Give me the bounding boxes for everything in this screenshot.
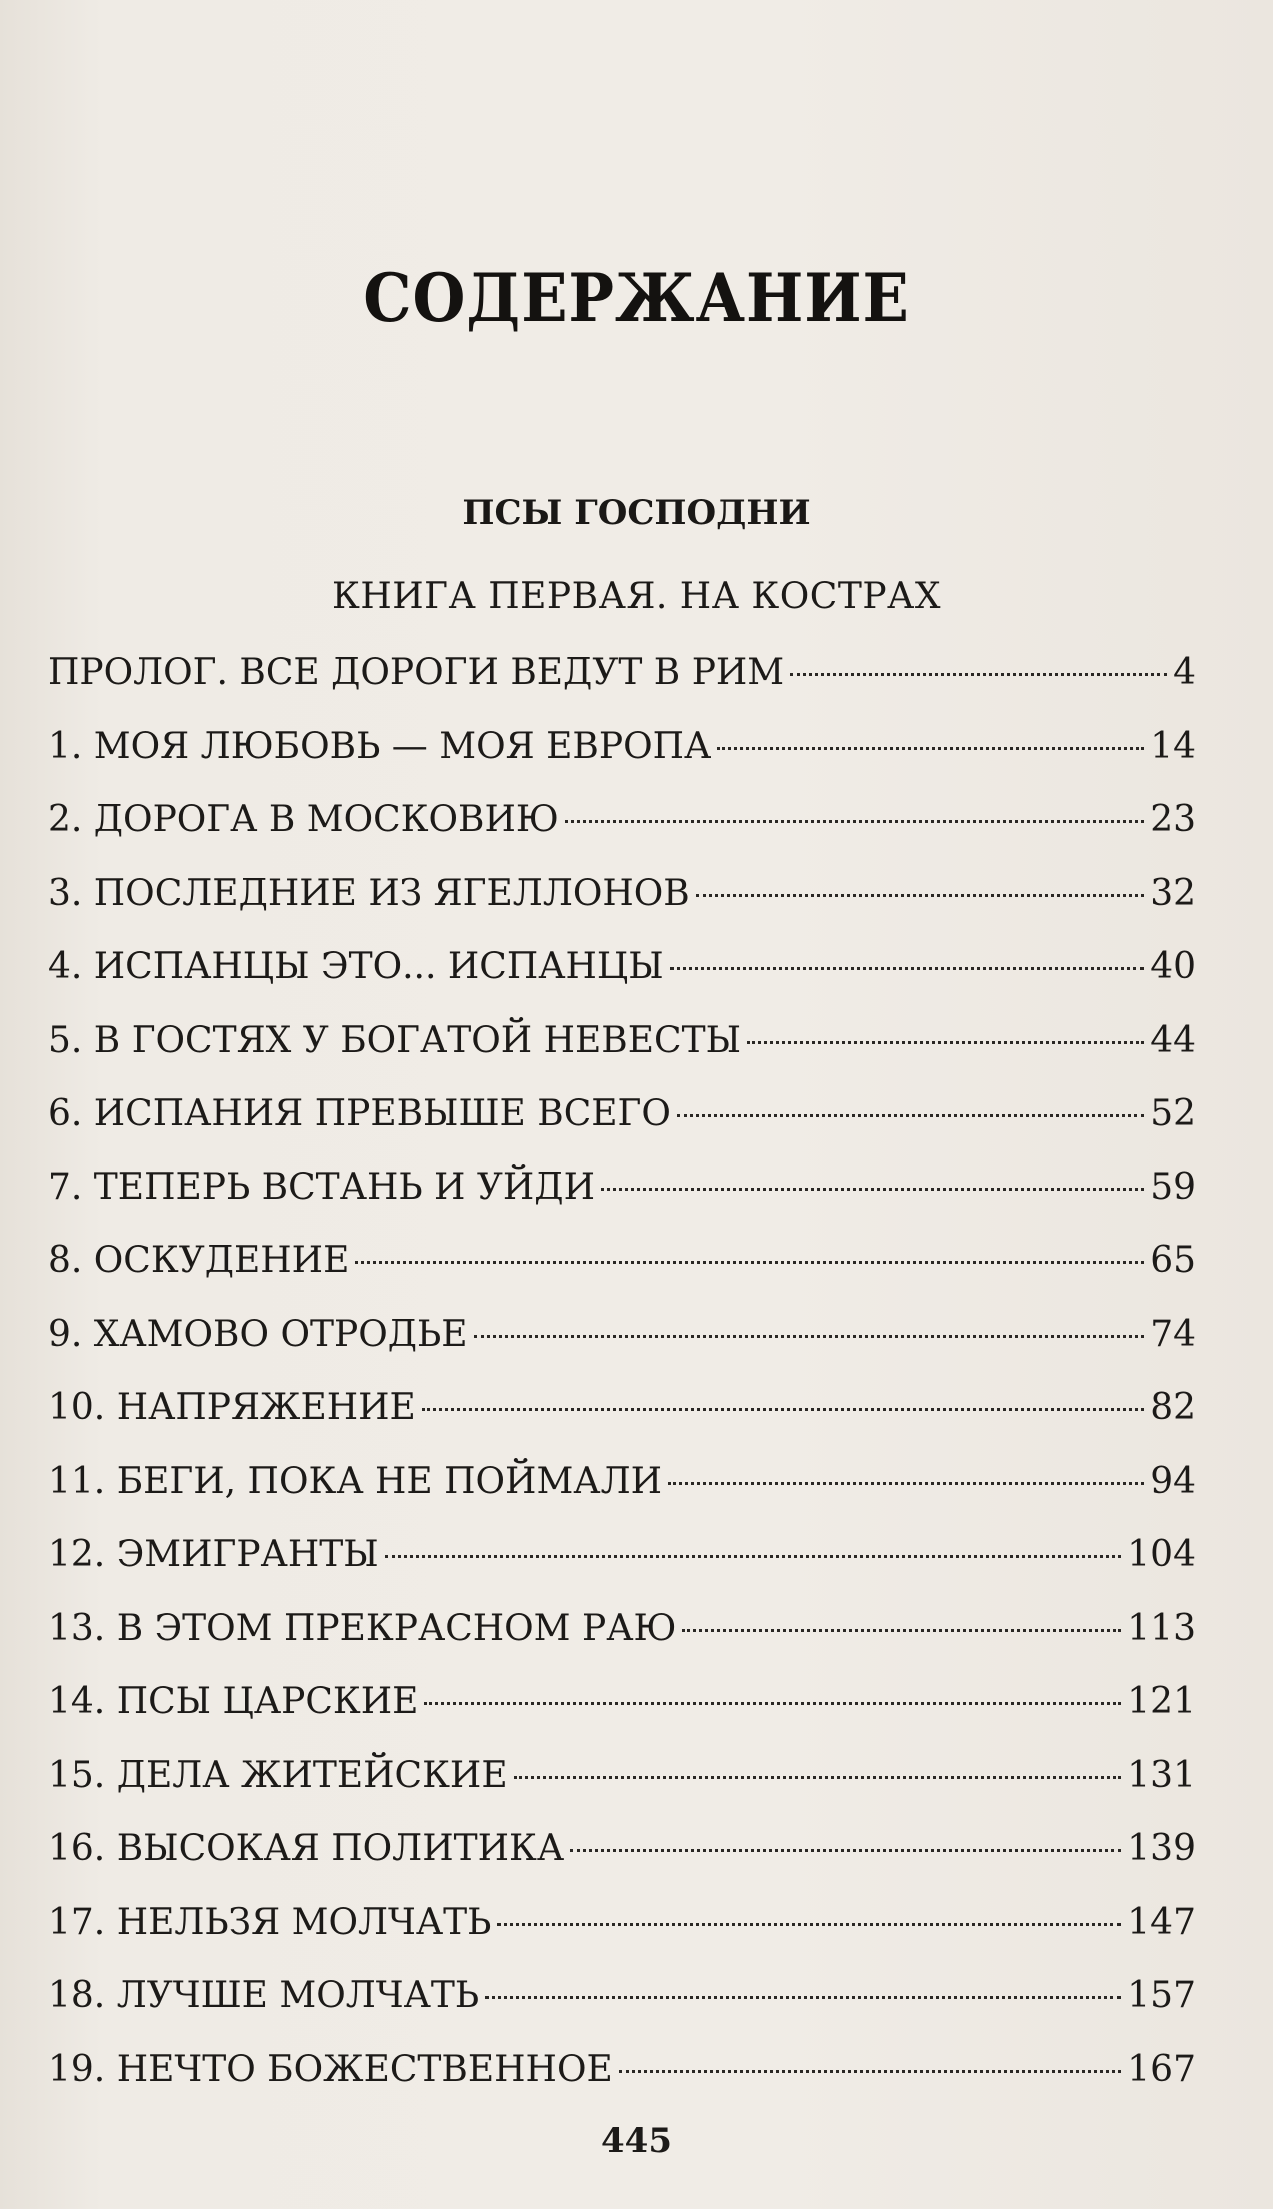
toc-leader-dots bbox=[424, 1702, 1121, 1705]
toc-entry bbox=[48, 1236, 1196, 1310]
toc-entry-title: 2. ДОРОГА В МОСКОВИЮ bbox=[48, 799, 559, 840]
toc-entry-page: 14 bbox=[1150, 725, 1196, 767]
toc-entry bbox=[48, 722, 1196, 796]
toc-leader-dots bbox=[355, 1261, 1144, 1264]
part-title: ПСЫ ГОСПОДНИ bbox=[462, 493, 811, 533]
toc-leader-dots bbox=[619, 2070, 1122, 2073]
contents-heading: СОДЕРЖАНИЕ bbox=[363, 259, 910, 337]
page-number: 445 bbox=[601, 2121, 672, 2161]
toc-entry-title: 19. НЕЧТО БОЖЕСТВЕННОЕ bbox=[48, 2048, 613, 2090]
toc-entry-title: 11. БЕГИ, ПОКА НЕ ПОЙМАЛИ bbox=[48, 1460, 663, 1502]
toc-leader-dots bbox=[570, 1849, 1121, 1852]
toc-leader-dots bbox=[677, 1114, 1144, 1117]
toc-leader-dots bbox=[790, 673, 1167, 676]
toc-entry-title: 13. В ЭТОМ ПРЕКРАСНОМ РАЮ bbox=[48, 1607, 677, 1649]
toc-entry-page: 147 bbox=[1127, 1901, 1196, 1943]
toc-entry-title: 8. ОСКУДЕНИЕ bbox=[48, 1240, 350, 1281]
toc-entry-page: 139 bbox=[1127, 1828, 1196, 1869]
toc-entry-page: 131 bbox=[1127, 1754, 1196, 1796]
toc-entry-page: 59 bbox=[1150, 1166, 1196, 1208]
table-of-contents bbox=[48, 648, 1196, 2118]
toc-entry-title: 15. ДЕЛА ЖИТЕЙСКИЕ bbox=[48, 1754, 508, 1796]
toc-entry-page: 32 bbox=[1150, 872, 1196, 914]
toc-entry-page: 52 bbox=[1150, 1093, 1196, 1134]
toc-leader-dots bbox=[422, 1408, 1144, 1411]
toc-leader-dots bbox=[485, 1996, 1121, 1999]
toc-entry-page: 82 bbox=[1150, 1387, 1196, 1428]
toc-leader-dots bbox=[682, 1629, 1121, 1632]
toc-entry bbox=[48, 1751, 1196, 1825]
toc-entry-title: 1. МОЯ ЛЮБОВЬ — МОЯ ЕВРОПА bbox=[48, 725, 712, 767]
toc-leader-dots bbox=[670, 967, 1144, 970]
toc-entry-page: 65 bbox=[1150, 1240, 1196, 1281]
toc-entry-page: 167 bbox=[1127, 2048, 1196, 2090]
toc-leader-dots bbox=[385, 1555, 1122, 1558]
book-title: КНИГА ПЕРВАЯ. НА КОСТРАХ bbox=[332, 576, 941, 617]
toc-leader-dots bbox=[668, 1482, 1144, 1485]
toc-entry bbox=[48, 1898, 1196, 1972]
toc-entry-title: 18. ЛУЧШЕ МОЛЧАТЬ bbox=[48, 1975, 480, 2016]
toc-leader-dots bbox=[497, 1923, 1121, 1926]
toc-entry-page: 94 bbox=[1150, 1460, 1196, 1502]
toc-entry-title: 6. ИСПАНИЯ ПРЕВЫШЕ ВСЕГО bbox=[48, 1093, 671, 1134]
toc-leader-dots bbox=[565, 820, 1144, 823]
toc-entry bbox=[48, 1310, 1196, 1384]
toc-entry-title: 5. В ГОСТЯХ У БОГАТОЙ НЕВЕСТЫ bbox=[48, 1019, 742, 1061]
toc-leader-dots bbox=[474, 1335, 1145, 1338]
toc-entry bbox=[48, 869, 1196, 943]
toc-entry bbox=[48, 1677, 1196, 1751]
toc-entry-page: 74 bbox=[1150, 1313, 1196, 1355]
toc-entry bbox=[48, 1530, 1196, 1604]
toc-entry-page: 157 bbox=[1127, 1975, 1196, 2016]
toc-leader-dots bbox=[601, 1188, 1144, 1191]
toc-entry bbox=[48, 1971, 1196, 2045]
toc-entry-title: 4. ИСПАНЦЫ ЭТО... ИСПАНЦЫ bbox=[48, 946, 664, 987]
toc-entry-page: 121 bbox=[1127, 1681, 1196, 1722]
toc-entry bbox=[48, 795, 1196, 869]
toc-entry-title: 14. ПСЫ ЦАРСКИЕ bbox=[48, 1681, 419, 1722]
toc-entry bbox=[48, 1163, 1196, 1237]
toc-entry bbox=[48, 1016, 1196, 1090]
toc-entry-page: 104 bbox=[1127, 1534, 1196, 1575]
toc-entry bbox=[48, 942, 1196, 1016]
toc-entry bbox=[48, 1089, 1196, 1163]
toc-leader-dots bbox=[696, 894, 1144, 897]
toc-entry-page: 40 bbox=[1150, 946, 1196, 987]
toc-leader-dots bbox=[717, 747, 1144, 750]
toc-entry-title: 9. ХАМОВО ОТРОДЬЕ bbox=[48, 1313, 468, 1355]
toc-entry-title: 12. ЭМИГРАНТЫ bbox=[48, 1534, 379, 1575]
toc-entry-title: 17. НЕЛЬЗЯ МОЛЧАТЬ bbox=[48, 1901, 492, 1943]
toc-entry-page: 23 bbox=[1150, 799, 1196, 840]
toc-entry bbox=[48, 2045, 1196, 2119]
toc-entry-title: 7. ТЕПЕРЬ ВСТАНЬ И УЙДИ bbox=[48, 1166, 595, 1208]
toc-entry-page: 4 bbox=[1173, 652, 1196, 693]
toc-entry bbox=[48, 1457, 1196, 1531]
toc-entry-page: 44 bbox=[1150, 1019, 1196, 1061]
toc-entry-page: 113 bbox=[1127, 1607, 1196, 1649]
toc-entry bbox=[48, 1383, 1196, 1457]
toc-leader-dots bbox=[747, 1041, 1144, 1044]
toc-leader-dots bbox=[514, 1776, 1122, 1779]
toc-entry bbox=[48, 1604, 1196, 1678]
toc-entry-title: 16. ВЫСОКАЯ ПОЛИТИКА bbox=[48, 1828, 565, 1869]
toc-entry bbox=[48, 648, 1196, 722]
toc-entry bbox=[48, 1824, 1196, 1898]
toc-entry-title: ПРОЛОГ. ВСЕ ДОРОГИ ВЕДУТ В РИМ bbox=[48, 652, 785, 693]
toc-entry-title: 3. ПОСЛЕДНИЕ ИЗ ЯГЕЛЛОНОВ bbox=[48, 872, 690, 914]
toc-entry-title: 10. НАПРЯЖЕНИЕ bbox=[48, 1387, 416, 1428]
